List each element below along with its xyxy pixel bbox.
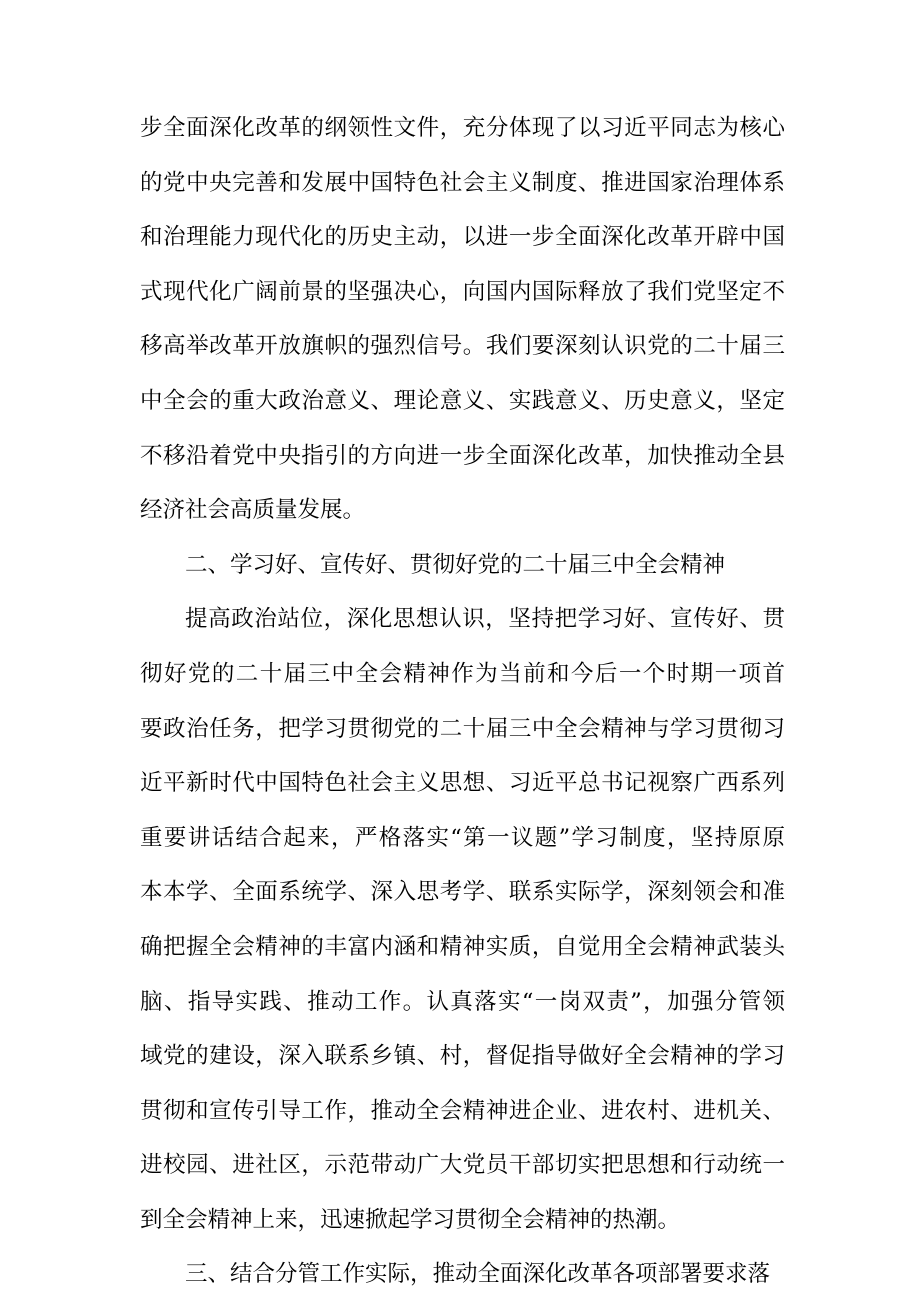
text-line: 贯彻和宣传引导工作，推动全会精神进企业、进农村、进机关、 — [140, 1097, 785, 1124]
text-line: 移高举改革开放旗帜的强烈信号。我们要深刻认识党的二十届三 — [140, 333, 785, 360]
section-heading-3 — [140, 1247, 785, 1302]
text-line: 彻好党的二十届三中全会精神作为当前和今后一个时期一项首 — [140, 660, 785, 687]
heading-line: 二、学习好、宣传好、贯彻好党的二十届三中全会精神 — [185, 551, 726, 578]
text-line: 本本学、全面系统学、深入思考学、联系实际学，深刻领会和准 — [140, 879, 785, 906]
paragraph-intro-continuation — [140, 101, 785, 538]
text-line: 脑、指导实践、推动工作。认真落实“一岗双责”，加强分管领 — [140, 988, 785, 1015]
text-line: 提高政治站位，深化思想认识，坚持把学习好、宣传好、贯 — [185, 606, 785, 633]
text-line: 不移沿着党中央指引的方向进一步全面深化改革，加快推动全县 — [140, 442, 785, 469]
paragraph-section-2-body — [140, 592, 785, 1247]
text-line: 的党中央完善和发展中国特色社会主义制度、推进国家治理体系 — [140, 169, 785, 196]
text-line: 式现代化广阔前景的坚强决心，向国内国际释放了我们党坚定不 — [140, 278, 785, 305]
text-line: 到全会精神上来，迅速掀起学习贯彻全会精神的热潮。 — [140, 1206, 681, 1233]
section-heading-2 — [140, 538, 785, 593]
text-line: 经济社会高质量发展。 — [140, 497, 366, 524]
text-line: 进校园、进社区，示范带动广大党员干部切实把思想和行动统一 — [140, 1152, 785, 1179]
text-line: 和治理能力现代化的历史主动，以进一步全面深化改革开辟中国 — [140, 224, 785, 251]
text-line: 近平新时代中国特色社会主义思想、习近平总书记视察广西系列 — [140, 770, 785, 797]
text-line: 要政治任务，把学习贯彻党的二十届三中全会精神与学习贯彻习 — [140, 715, 785, 742]
text-line: 步全面深化改革的纲领性文件，充分体现了以习近平同志为核心 — [140, 115, 785, 141]
document-page — [140, 101, 785, 1302]
text-line: 确把握全会精神的丰富内涵和精神实质，自觉用全会精神武装头 — [140, 933, 785, 960]
text-line: 中全会的重大政治意义、理论意义、实践意义、历史意义，坚定 — [140, 387, 785, 414]
text-line: 域党的建设，深入联系乡镇、村，督促指导做好全会精神的学习 — [140, 1043, 785, 1070]
heading-line: 三、结合分管工作实际，推动全面深化改革各项部署要求落 — [185, 1261, 771, 1288]
text-line: 重要讲话结合起来，严格落实“第一议题”学习制度，坚持原原 — [140, 824, 785, 851]
